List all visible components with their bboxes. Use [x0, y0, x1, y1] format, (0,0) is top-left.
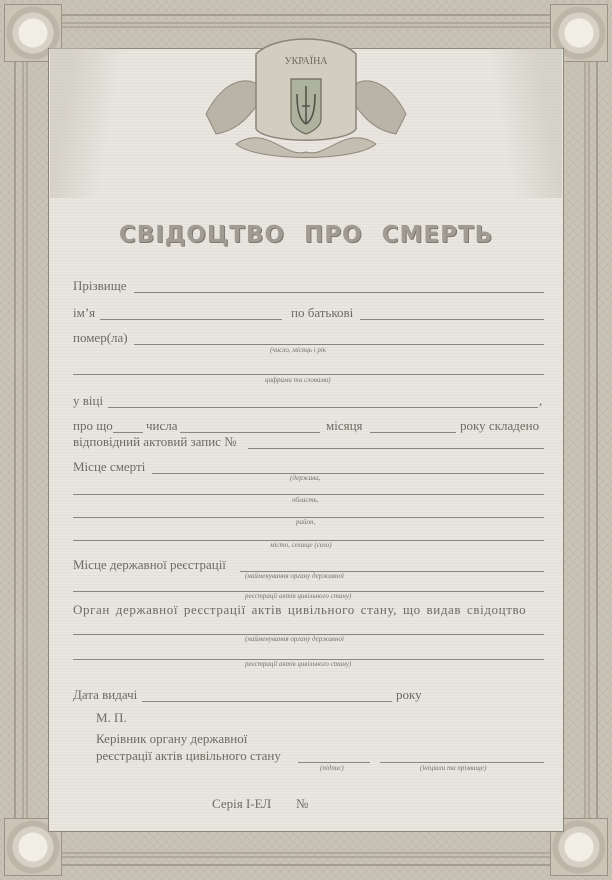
- registration-caption-1: (найменування органу державної: [245, 572, 344, 580]
- issue-date-label: Дата видачі: [73, 687, 138, 702]
- issuer-caption-1: (найменування органу державної: [245, 635, 344, 643]
- name-line: [100, 319, 282, 320]
- place-of-death-label: Місце смерті: [73, 459, 146, 474]
- signature-line: [298, 762, 370, 763]
- died-label: помер(ла): [73, 330, 128, 345]
- emblem-country-label: УКРАЇНА: [284, 56, 328, 67]
- issue-year-label: року: [396, 687, 422, 702]
- drapery-right: [462, 48, 562, 198]
- record-pro-line: [113, 432, 143, 433]
- registration-place-label: Місце державної реєстрації: [73, 557, 226, 572]
- signature-caption: (підпис): [320, 764, 344, 772]
- record-day-line: [180, 432, 320, 433]
- surname-line: [134, 292, 544, 293]
- issue-date-line: [142, 701, 392, 702]
- head-label-2: реєстрації актів цивільного стану: [96, 748, 281, 763]
- name-label: ім’я: [73, 305, 96, 320]
- patronymic-line: [360, 319, 544, 320]
- died-caption: (число, місяць і рік: [270, 346, 327, 354]
- head-label-1: Керівник органу державної: [96, 731, 248, 746]
- document-title: СВІДОЦТВО ПРО СМЕРТЬ: [118, 222, 494, 248]
- series-label: Серія І-ЕЛ: [212, 796, 272, 811]
- issuer-caption-2: реєстрації актів цивільного стану): [245, 660, 352, 668]
- died-line-2: [73, 374, 544, 375]
- place-caption-district: район,: [296, 518, 316, 526]
- place-caption-town: місто, селище (село): [270, 541, 332, 549]
- record-month-line: [370, 432, 456, 433]
- stamp-label: М. П.: [96, 710, 127, 725]
- died-line: [134, 344, 544, 345]
- age-comma: ,: [539, 393, 543, 408]
- died-caption-2: цифрами та словами): [265, 376, 331, 384]
- number-sign: №: [296, 796, 309, 811]
- place-caption-state: (держава,: [290, 474, 321, 482]
- patronymic-label: по батькові: [291, 305, 354, 320]
- record-number-label: відповідний актовий запис №: [73, 434, 237, 449]
- place-line-2: [73, 494, 544, 495]
- surname-label: Прізвище: [73, 278, 127, 293]
- record-label: про що: [73, 418, 113, 433]
- age-label: у віці: [73, 393, 104, 408]
- place-line-1: [152, 473, 544, 474]
- issuer-label: Орган державної реєстрації актів цивільного стану, що видав свідоцтво: [73, 602, 527, 617]
- coat-of-arms-emblem: [196, 34, 416, 164]
- record-number-line: [248, 448, 544, 449]
- head-name-line: [380, 762, 544, 763]
- registration-caption-2: реєстрації актів цивільного стану): [245, 592, 352, 600]
- age-line: [108, 407, 538, 408]
- drapery-left: [50, 48, 150, 198]
- record-year-label: року складено: [460, 418, 540, 433]
- place-caption-region: область,: [292, 496, 319, 504]
- record-day-label: числа: [146, 418, 178, 433]
- head-name-caption: (ініціали та прізвище): [420, 764, 487, 772]
- record-month-label: місяця: [326, 418, 363, 433]
